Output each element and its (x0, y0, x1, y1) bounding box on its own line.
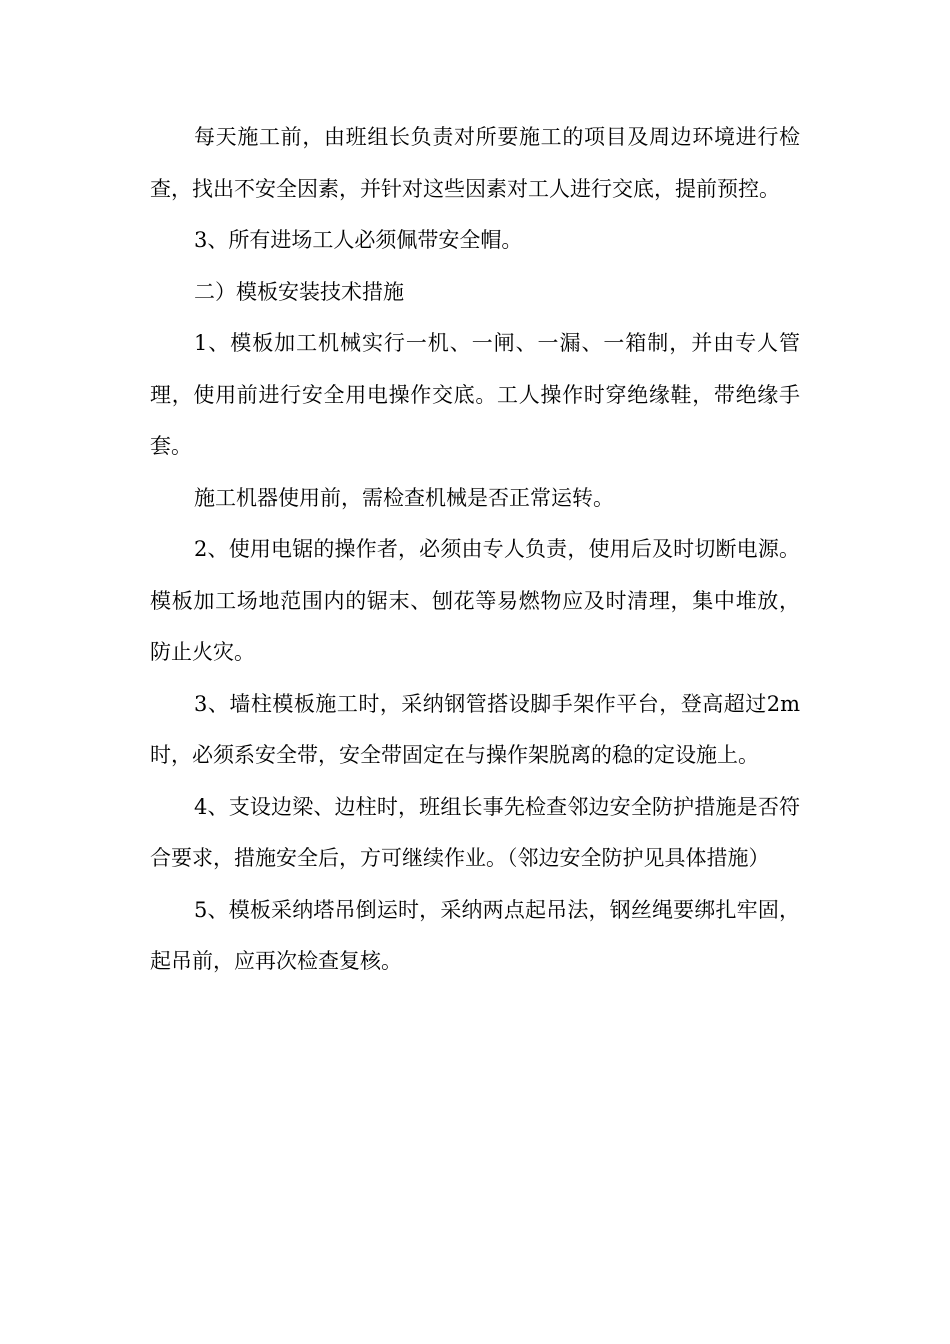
section-heading-formwork-measures: 二）模板安装技术措施 (194, 279, 404, 304)
paragraph-electric-saw: 2、使用电锯的操作者，必须由专人负责，使用后及时切断电源。模板加工场地范围内的锯末、刨花等易燃物应及时清理，集中堆放，防止火灾。 (150, 537, 800, 664)
document-body (150, 112, 800, 988)
paragraph-edge-beam-column: 4、支设边梁、边柱时，班组长事先检查邻边安全防护措施是否符合要求，措施安全后，方可继续作业。（邻边安全防护见具体措施） (150, 794, 800, 870)
paragraph-wall-column-formwork: 3、墙柱模板施工时，采纳钢管搭设脚手架作平台，登高超过2m时，必须系安全带，安全带固定在与操作架脱离的稳的定设施上。 (150, 691, 800, 767)
paragraph-safety-helmet: 3、所有进场工人必须佩带安全帽。 (194, 228, 523, 252)
paragraph-machine-control: 1、模板加工机械实行一机、一闸、一漏、一箱制，并由专人管理，使用前进行安全用电操作交底。工人操作时穿绝缘鞋，带绝缘手套。 (150, 331, 800, 458)
paragraph-tower-crane: 5、模板采纳塔吊倒运时，采纳两点起吊法，钢丝绳要绑扎牢固，起吊前，应再次检查复核。 (150, 897, 800, 973)
paragraph-machine-check: 施工机器使用前，需检查机械是否正常运转。 (194, 485, 614, 510)
paragraph-daily-inspection: 每天施工前，由班组长负责对所要施工的项目及周边环境进行检查，找出不安全因素，并针对这些因素对工人进行交底，提前预控。 (150, 125, 800, 201)
